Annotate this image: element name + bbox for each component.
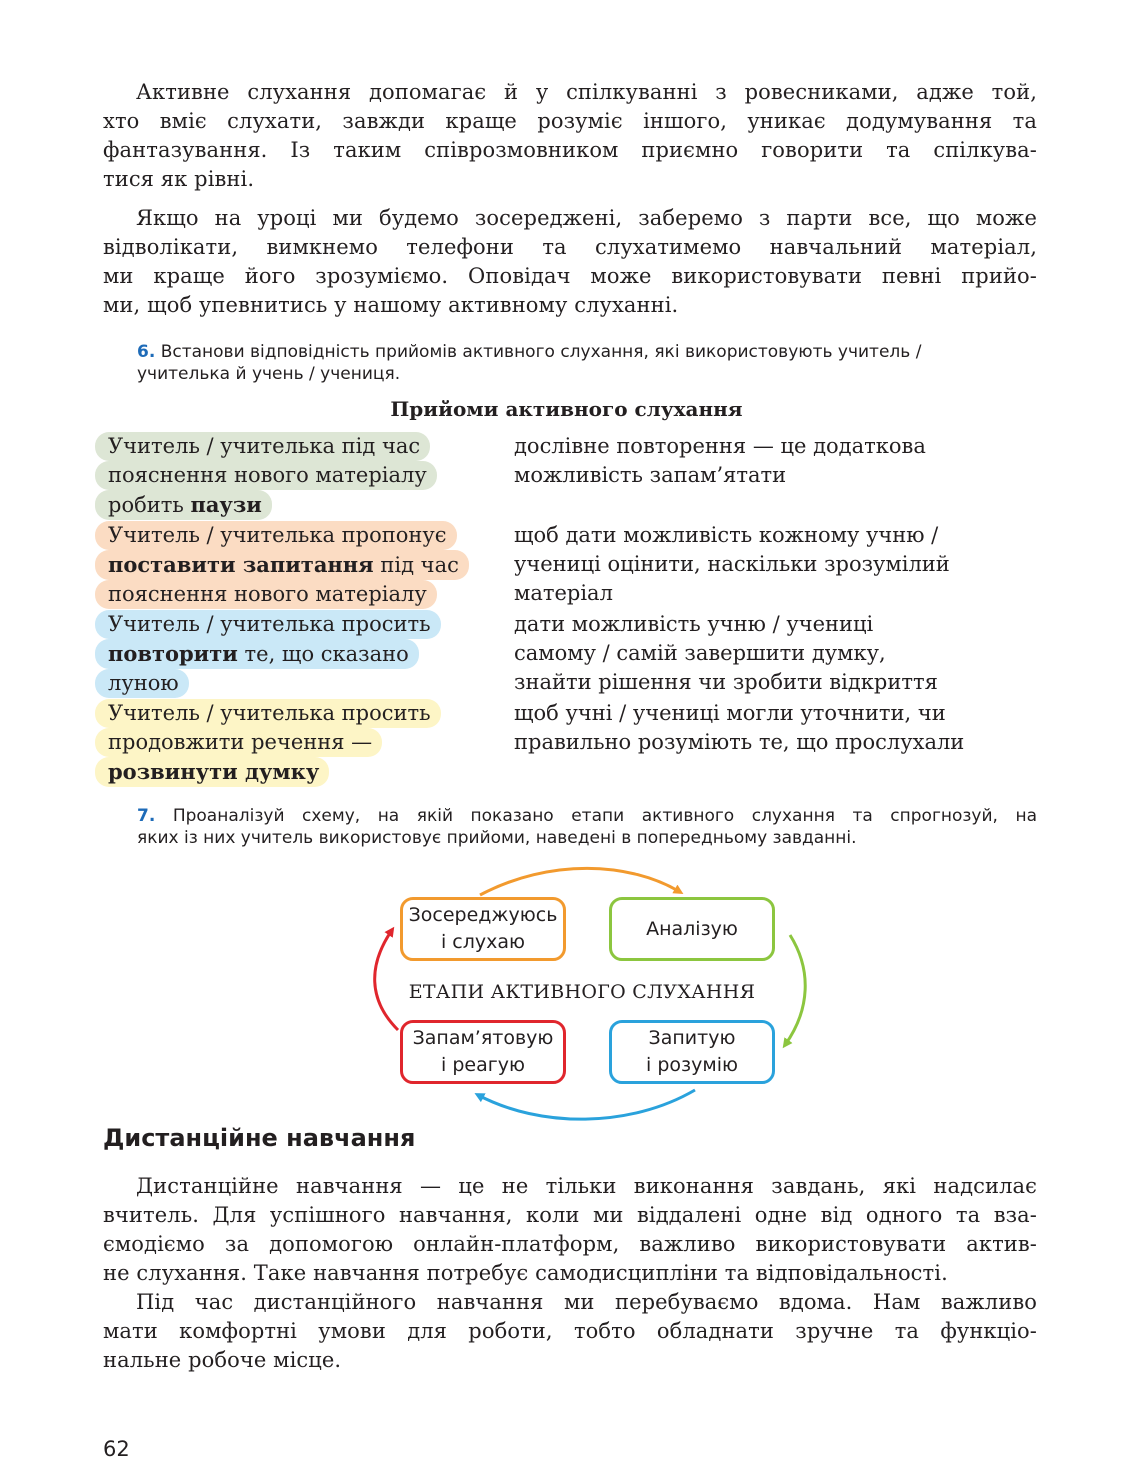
paragraph-distance-learning	[103, 1172, 1037, 1288]
stage-label: і реагую	[441, 1054, 525, 1076]
stage-label: Аналізую	[646, 917, 738, 940]
paragraph-line: нальне робоче місце.	[103, 1348, 342, 1372]
stage-label: Запитую	[648, 1027, 736, 1049]
stage-label: і слухаю	[440, 931, 526, 953]
paragraph-line: ми, щоб упевнитись у нашому активному слуханні.	[103, 293, 679, 317]
table-title: Прийоми активного слухання	[390, 397, 743, 421]
task-number: 6.	[137, 342, 156, 362]
task-7-line-2: яких із них учитель використовує прийоми, наведені в попередньому завданні.	[137, 828, 857, 848]
paragraph-lesson-focus	[103, 204, 1037, 320]
technique-row	[95, 432, 1045, 520]
arrow-red	[375, 930, 398, 1030]
technique-cell	[95, 699, 515, 787]
stage-remember-and-react	[400, 1020, 566, 1084]
purpose-line: знайти рішення чи зробити відкриття	[514, 670, 938, 694]
task-6-line-1	[137, 341, 1037, 363]
stage-focus-and-listen	[400, 897, 566, 961]
technique-row	[95, 610, 1045, 698]
purpose-cell	[514, 610, 1054, 697]
technique-line: поставити запитання під час	[95, 550, 469, 580]
stage-label: Зосереджуюсь	[408, 904, 558, 926]
technique-keyword: повторити	[108, 641, 238, 666]
purpose-line: щоб дати можливість кожному учню /	[514, 523, 939, 547]
section-heading: Дистанційне навчання	[103, 1124, 416, 1152]
paragraph-active-listening-peers	[103, 78, 1037, 194]
stage-label: Запам’ятовую	[412, 1027, 554, 1049]
paragraph-line: Дистанційне навчання — це не тільки виконання завдань, які надсилає	[136, 1174, 1037, 1198]
purpose-cell	[514, 699, 1054, 757]
purpose-line: учениці оцінити, наскільки зрозумілий	[514, 552, 950, 576]
technique-line: повторити те, що сказано	[95, 639, 419, 669]
paragraph-line: тися як рівні.	[103, 167, 255, 191]
technique-line: луною	[95, 669, 189, 698]
paragraph-line: Під час дистанційного навчання ми перебуваємо вдома. Нам важливо	[136, 1290, 1037, 1314]
task-6-line-2: учителька й учень / учениця.	[137, 364, 401, 384]
technique-keyword: паузи	[190, 492, 262, 517]
paragraph-line: не слухання. Таке навчання потребує самодисципліни та відповідальності.	[103, 1261, 948, 1285]
task-text: Проаналізуй схему, на якій показано етапи активного слухання та спрогнозуй, на	[172, 806, 1037, 826]
paragraph-line: Активне слухання допомагає й у спілкуванні з ровесниками, адже той,	[136, 80, 1037, 104]
technique-line: пояснення нового матеріалу	[95, 580, 437, 609]
technique-line: Учитель / учителька пропонує	[95, 521, 457, 550]
technique-row	[95, 521, 1045, 609]
technique-row	[95, 699, 1045, 787]
purpose-line: самому / самій завершити думку,	[514, 641, 886, 665]
task-number: 7.	[137, 806, 156, 826]
task-7-line-1	[137, 805, 1037, 827]
technique-line: робить паузи	[95, 490, 272, 520]
technique-line: Учитель / учителька під час	[95, 432, 430, 461]
stage-ask-and-understand	[609, 1020, 775, 1084]
technique-line: Учитель / учителька просить	[95, 699, 441, 728]
technique-cell	[95, 610, 515, 698]
technique-cell	[95, 521, 515, 609]
arrow-orange	[480, 868, 680, 895]
paragraph-line: ми краще його зрозуміємо. Оповідач може використовувати певні прийо-	[103, 264, 1037, 288]
paragraph-home-workplace	[103, 1288, 1037, 1375]
technique-cell	[95, 432, 515, 520]
technique-keyword: поставити запитання	[108, 552, 374, 577]
paragraph-line: хто вміє слухати, завжди краще розуміє іншого, уникає додумування та	[103, 109, 1037, 133]
page-number: 62	[103, 1437, 130, 1461]
technique-line: Учитель / учителька просить	[95, 610, 441, 639]
arrow-blue	[478, 1090, 695, 1119]
paragraph-line: ємодіємо за допомогою онлайн-платформ, важливо використовувати актив-	[103, 1232, 1037, 1256]
purpose-line: правильно розуміють те, що прослухали	[514, 730, 965, 754]
task-text: Встанови відповідність прийомів активного слухання, які використовують учитель /	[160, 342, 922, 362]
technique-keyword: розвинути думку	[108, 759, 320, 784]
paragraph-line: вчитель. Для успішного навчання, коли ми віддалені одне від одного та вза-	[103, 1203, 1037, 1227]
paragraph-line: фантазування. Із таким співрозмовником приємно говорити та спілкува-	[103, 138, 1037, 162]
purpose-cell	[514, 432, 1054, 490]
task-6	[137, 341, 1037, 385]
purpose-line: можливість запам’ятати	[514, 463, 787, 487]
diagram-center-label: ЕТАПИ АКТИВНОГО СЛУХАННЯ	[408, 981, 756, 1003]
technique-line: пояснення нового матеріалу	[95, 461, 437, 490]
technique-line: продовжити речення —	[95, 728, 382, 757]
purpose-line: матеріал	[514, 581, 613, 605]
technique-line	[95, 757, 329, 787]
purpose-line: дослівне повторення — це додаткова	[514, 434, 926, 458]
paragraph-line: мати комфортні умови для роботи, тобто обладнати зручне та функціо-	[103, 1319, 1037, 1343]
purpose-cell	[514, 521, 1054, 608]
purpose-line: дати можливість учню / учениці	[514, 612, 874, 636]
task-7	[137, 805, 1037, 849]
stage-analyze	[609, 897, 775, 961]
stage-label: і розумію	[646, 1054, 738, 1076]
paragraph-line: Якщо на уроці ми будемо зосереджені, заберемо з парти все, що може	[136, 206, 1037, 230]
active-listening-cycle-diagram	[350, 860, 810, 1125]
paragraph-line: відволікати, вимкнемо телефони та слухатимемо навчальний матеріал,	[103, 235, 1037, 259]
purpose-line: щоб учні / учениці могли уточнити, чи	[514, 701, 946, 725]
